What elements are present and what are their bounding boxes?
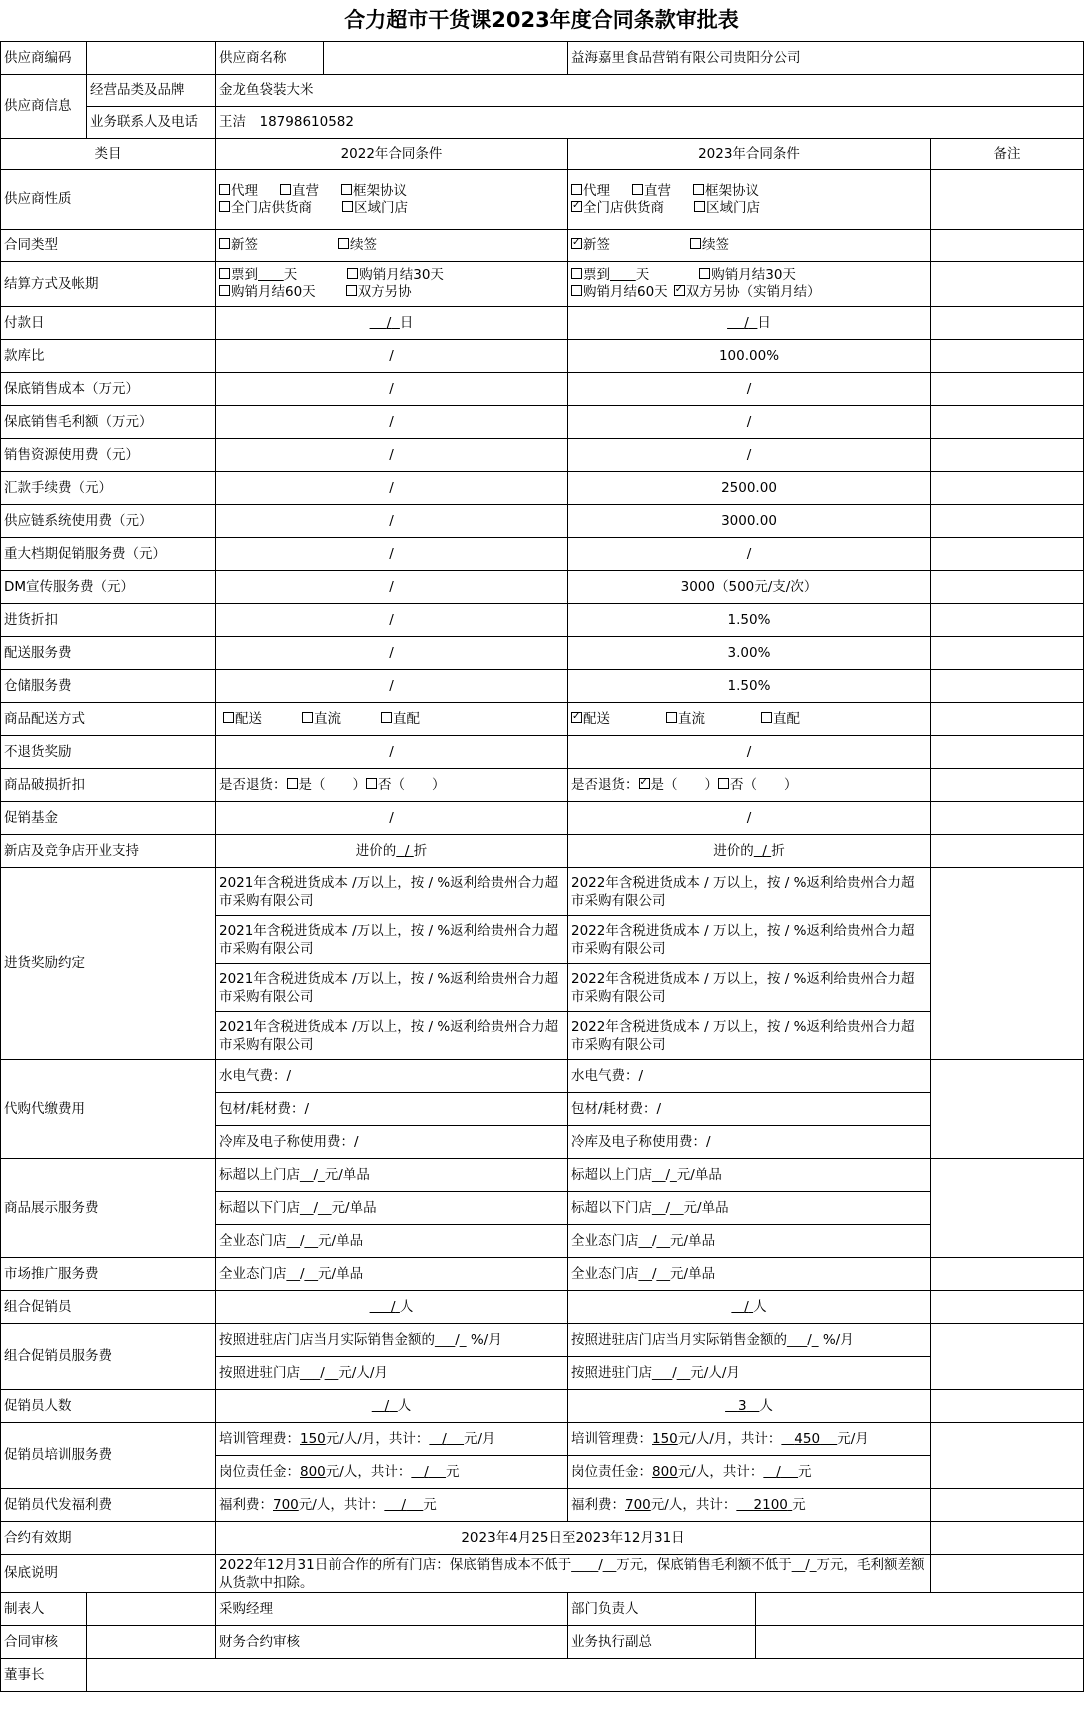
damage-discount-2022: 是否退货： 是（ ） 否（ ） bbox=[216, 769, 568, 802]
row-label-display-fee: 商品展示服务费 bbox=[1, 1159, 216, 1258]
row-label-guarantee-cost: 保底销售成本（万元） bbox=[1, 373, 216, 406]
purchase-discount-2023[interactable]: 1.50% bbox=[568, 604, 931, 637]
contract-type-2023: ✓ 新签 续签 bbox=[568, 230, 931, 262]
remark-cell[interactable] bbox=[931, 670, 1084, 703]
checkbox[interactable] bbox=[338, 238, 349, 249]
row-label-promoter-welfare: 促销员代发福利费 bbox=[1, 1489, 216, 1522]
guarantee-note-value[interactable]: 2022年12月31日前合作的所有门店：保底销售成本不低于____/__万元，保底销售毛利额不低于__/_万元，毛利额差额从货款中扣除。 bbox=[216, 1555, 931, 1593]
remark-cell[interactable] bbox=[931, 262, 1084, 307]
checkbox-checked[interactable] bbox=[571, 712, 582, 723]
preparer-label: 制表人 bbox=[1, 1593, 87, 1626]
row-label-settlement: 结算方式及帐期 bbox=[1, 262, 216, 307]
row-label-new-store: 新店及竞争店开业支持 bbox=[1, 835, 216, 868]
remark-cell[interactable] bbox=[931, 472, 1084, 505]
dept-head-label: 部门负责人 bbox=[568, 1593, 756, 1626]
market-fee-2022[interactable]: 全业态门店__/__元/单品 bbox=[216, 1258, 568, 1291]
remark-cell[interactable] bbox=[931, 1489, 1084, 1522]
remark-cell[interactable] bbox=[931, 170, 1084, 230]
checkbox[interactable] bbox=[346, 285, 357, 296]
checkbox-checked[interactable] bbox=[639, 778, 650, 789]
row-label-scm-fee: 供应链系统使用费（元） bbox=[1, 505, 216, 538]
combo-promoter-fee-2023-per-person[interactable]: 按照进驻门店___/__元/人/月 bbox=[568, 1357, 931, 1390]
combo-promoter-fee-2023-pct[interactable]: 按照进驻店门店当月实际销售金额的___/_ %/月 bbox=[568, 1324, 931, 1357]
remark-cell[interactable] bbox=[931, 340, 1084, 373]
row-label-inventory-ratio: 款库比 bbox=[1, 340, 216, 373]
rebate-2022-line[interactable]: 2021年含税进货成本 /万以上，按 / %返利给贵州合力超市采购有限公司 bbox=[216, 868, 568, 916]
guarantee-cost-2022[interactable]: / bbox=[216, 373, 568, 406]
rebate-2022-line[interactable]: 2021年含税进货成本 /万以上，按 / %返利给贵州合力超市采购有限公司 bbox=[216, 964, 568, 1012]
welfare-2022[interactable]: 福利费：700元/人，共计： / 元 bbox=[216, 1489, 568, 1522]
checkbox[interactable] bbox=[302, 712, 313, 723]
row-label-remit-fee: 汇款手续费（元） bbox=[1, 472, 216, 505]
proxy-fee-2022-utilities[interactable]: 水电气费：/ bbox=[216, 1060, 568, 1093]
rebate-2023-line[interactable]: 2022年含税进货成本 / 万以上，按 / %返利给贵州合力超市采购有限公司 bbox=[568, 1012, 931, 1060]
dept-head-sign[interactable] bbox=[756, 1593, 1084, 1626]
new-store-2023[interactable]: 进价的 / 折 bbox=[568, 835, 931, 868]
scm-fee-2022[interactable]: / bbox=[216, 505, 568, 538]
combo-promoter-2022[interactable]: / 人 bbox=[216, 1291, 568, 1324]
remark-cell[interactable] bbox=[931, 1390, 1084, 1423]
rebate-2023-line[interactable]: 2022年含税进货成本 / 万以上，按 / %返利给贵州合力超市采购有限公司 bbox=[568, 868, 931, 916]
inventory-ratio-2022[interactable]: / bbox=[216, 340, 568, 373]
promoter-count-2022[interactable]: / 人 bbox=[216, 1390, 568, 1423]
contract-review-sign[interactable] bbox=[87, 1626, 216, 1659]
no-return-reward-2022[interactable]: / bbox=[216, 736, 568, 769]
remark-cell[interactable] bbox=[931, 736, 1084, 769]
checkbox[interactable] bbox=[287, 778, 298, 789]
checkbox-checked[interactable] bbox=[674, 285, 685, 296]
row-label-validity: 合约有效期 bbox=[1, 1522, 216, 1555]
checkbox[interactable] bbox=[219, 184, 230, 195]
inventory-ratio-2023[interactable]: 100.00% bbox=[568, 340, 931, 373]
nature-2022: 代理 直营 框架协议 全门店供货商 区域门店 bbox=[216, 170, 568, 230]
delivery-mode-2023: ✓ 配送 直流 直配 bbox=[568, 703, 931, 736]
checkbox[interactable] bbox=[761, 712, 772, 723]
supplier-code-label: 供应商编码 bbox=[1, 42, 87, 75]
promo-fund-2023[interactable]: / bbox=[568, 802, 931, 835]
display-fee-2022-all[interactable]: 全业态门店__/__元/单品 bbox=[216, 1225, 568, 1258]
checkbox[interactable] bbox=[341, 184, 352, 195]
deposit-2022[interactable]: 岗位责任金：800元/人，共计： / 元 bbox=[216, 1456, 568, 1489]
row-label-combo-promoter-fee: 组合促销员服务费 bbox=[1, 1324, 216, 1390]
contact-value[interactable]: 王洁 18798610582 bbox=[216, 107, 1084, 139]
remark-cell[interactable] bbox=[931, 230, 1084, 262]
combo-promoter-fee-2022-per-person[interactable]: 按照进驻门店___/__元/人/月 bbox=[216, 1357, 568, 1390]
guarantee-cost-2023[interactable]: / bbox=[568, 373, 931, 406]
training-fee-2023[interactable]: 培训管理费：150元/人/月，共计： 450 元/月 bbox=[568, 1423, 931, 1456]
checkbox[interactable] bbox=[223, 712, 234, 723]
chairman-label: 董事长 bbox=[1, 1659, 87, 1692]
purchase-manager-label: 采购经理 bbox=[216, 1593, 568, 1626]
deposit-2023[interactable]: 岗位责任金：800元/人，共计： / 元 bbox=[568, 1456, 931, 1489]
col-category: 类目 bbox=[1, 139, 216, 170]
chairman-sign[interactable] bbox=[87, 1659, 1084, 1692]
promo-service-fee-2023[interactable]: / bbox=[568, 538, 931, 571]
storage-fee-2023[interactable]: 1.50% bbox=[568, 670, 931, 703]
checkbox[interactable] bbox=[718, 778, 729, 789]
proxy-fee-2023-packaging[interactable]: 包材/耗材费：/ bbox=[568, 1093, 931, 1126]
col-2023: 2023年合同条件 bbox=[568, 139, 931, 170]
row-label-market-fee: 市场推广服务费 bbox=[1, 1258, 216, 1291]
category-brand-value[interactable]: 金龙鱼袋装大米 bbox=[216, 75, 1084, 107]
delivery-mode-2022: 配送 直流 直配 bbox=[216, 703, 568, 736]
checkbox-checked[interactable] bbox=[571, 201, 582, 212]
training-fee-2022[interactable]: 培训管理费：150元/人/月，共计： / 元/月 bbox=[216, 1423, 568, 1456]
storage-fee-2022[interactable]: / bbox=[216, 670, 568, 703]
checkbox-checked[interactable] bbox=[571, 238, 582, 249]
display-fee-2023-all[interactable]: 全业态门店__/__元/单品 bbox=[568, 1225, 931, 1258]
remark-cell[interactable] bbox=[931, 1324, 1084, 1390]
guarantee-margin-2023[interactable]: / bbox=[568, 406, 931, 439]
pay-day-2022[interactable]: / 日 bbox=[216, 307, 568, 340]
checkbox[interactable] bbox=[571, 285, 582, 296]
row-label-delivery-mode: 商品配送方式 bbox=[1, 703, 216, 736]
checkbox[interactable] bbox=[219, 285, 230, 296]
col-2022: 2022年合同条件 bbox=[216, 139, 568, 170]
supplier-name-cell bbox=[216, 42, 568, 75]
rebate-2023-line[interactable]: 2022年含税进货成本 / 万以上，按 / %返利给贵州合力超市采购有限公司 bbox=[568, 916, 931, 964]
checkbox[interactable] bbox=[571, 268, 582, 279]
checkbox[interactable] bbox=[219, 268, 230, 279]
delivery-fee-2023[interactable]: 3.00% bbox=[568, 637, 931, 670]
biz-vp-label: 业务执行副总 bbox=[568, 1626, 756, 1659]
row-label-nature: 供应商性质 bbox=[1, 170, 216, 230]
supplier-code-value[interactable] bbox=[87, 42, 216, 75]
settlement-2022: 票到 天 购销月结30天 购销月结60天 双方另协 bbox=[216, 262, 568, 307]
nature-2023: 代理 直营 框架协议 ✓全门店供货商 区域门店 bbox=[568, 170, 931, 230]
rebate-2023-line[interactable]: 2022年含税进货成本 / 万以上，按 / %返利给贵州合力超市采购有限公司 bbox=[568, 964, 931, 1012]
checkbox[interactable] bbox=[690, 238, 701, 249]
checkbox[interactable] bbox=[342, 201, 353, 212]
display-fee-2023-below[interactable]: 标超以下门店__/__元/单品 bbox=[568, 1192, 931, 1225]
col-remark: 备注 bbox=[931, 139, 1084, 170]
row-label-resource-fee: 销售资源使用费（元） bbox=[1, 439, 216, 472]
checkbox[interactable] bbox=[366, 778, 377, 789]
checkbox[interactable] bbox=[280, 184, 291, 195]
proxy-fee-2023-cold-storage[interactable]: 冷库及电子称使用费：/ bbox=[568, 1126, 931, 1159]
settlement-2023: 票到 天 购销月结30天 购销月结60天✓ 双方另协（实销月结） bbox=[568, 262, 931, 307]
checkbox[interactable] bbox=[219, 201, 230, 212]
row-label-promo-service-fee: 重大档期促销服务费（元） bbox=[1, 538, 216, 571]
new-store-2022[interactable]: 进价的 / 折 bbox=[216, 835, 568, 868]
damage-discount-2023: 是否退货：✓ 是（ ） 否（ ） bbox=[568, 769, 931, 802]
promo-service-fee-2022[interactable]: / bbox=[216, 538, 568, 571]
row-label-promo-fund: 促销基金 bbox=[1, 802, 216, 835]
remark-cell[interactable] bbox=[931, 637, 1084, 670]
proxy-fee-2023-utilities[interactable]: 水电气费：/ bbox=[568, 1060, 931, 1093]
supplier-name-value[interactable]: 益海嘉里食品营销有限公司贵阳分公司 bbox=[568, 42, 1084, 75]
row-label-contract-type: 合同类型 bbox=[1, 230, 216, 262]
remark-cell[interactable] bbox=[931, 307, 1084, 340]
remark-cell[interactable] bbox=[931, 1258, 1084, 1291]
row-label-promoter-training: 促销员培训服务费 bbox=[1, 1423, 216, 1489]
contract-review-label: 合同审核 bbox=[1, 1626, 87, 1659]
biz-vp-sign[interactable] bbox=[756, 1626, 1084, 1659]
row-label-guarantee-margin: 保底销售毛利额（万元） bbox=[1, 406, 216, 439]
row-label-storage-fee: 仓储服务费 bbox=[1, 670, 216, 703]
checkbox[interactable] bbox=[666, 712, 677, 723]
dm-fee-2023[interactable]: 3000（500元/支/次） bbox=[568, 571, 931, 604]
row-label-guarantee-note: 保底说明 bbox=[1, 1555, 216, 1593]
supplier-info-label: 供应商信息 bbox=[1, 75, 87, 139]
preparer-sign[interactable] bbox=[87, 1593, 216, 1626]
remark-cell[interactable] bbox=[931, 835, 1084, 868]
remark-cell[interactable] bbox=[931, 604, 1084, 637]
display-fee-2022-above[interactable]: 标超以上门店__/_元/单品 bbox=[216, 1159, 568, 1192]
remark-cell[interactable] bbox=[931, 406, 1084, 439]
delivery-fee-2022[interactable]: / bbox=[216, 637, 568, 670]
checkbox[interactable] bbox=[694, 201, 705, 212]
remark-cell[interactable] bbox=[931, 538, 1084, 571]
display-fee-2023-above[interactable]: 标超以上门店__/_元/单品 bbox=[568, 1159, 931, 1192]
contract-type-2022: 新签 续签 bbox=[216, 230, 568, 262]
remark-cell[interactable] bbox=[931, 769, 1084, 802]
remark-cell[interactable] bbox=[931, 505, 1084, 538]
remark-cell[interactable] bbox=[931, 1423, 1084, 1489]
checkbox[interactable] bbox=[381, 712, 392, 723]
row-label-proxy-fee: 代购代缴费用 bbox=[1, 1060, 216, 1159]
proxy-fee-2022-packaging[interactable]: 包材/耗材费：/ bbox=[216, 1093, 568, 1126]
no-return-reward-2023[interactable]: / bbox=[568, 736, 931, 769]
combo-promoter-fee-2022-pct[interactable]: 按照进驻店门店当月实际销售金额的___/_ %/月 bbox=[216, 1324, 568, 1357]
finance-review-label: 财务合约审核 bbox=[216, 1626, 568, 1659]
remark-cell[interactable] bbox=[931, 868, 1084, 1060]
remark-cell[interactable] bbox=[931, 703, 1084, 736]
row-label-delivery-fee: 配送服务费 bbox=[1, 637, 216, 670]
remit-fee-2022[interactable]: / bbox=[216, 472, 568, 505]
remark-cell[interactable] bbox=[931, 1060, 1084, 1159]
purchase-discount-2022[interactable]: / bbox=[216, 604, 568, 637]
resource-fee-2022[interactable]: / bbox=[216, 439, 568, 472]
contact-label: 业务联系人及电话 bbox=[87, 107, 216, 139]
market-fee-2023[interactable]: 全业态门店__/__元/单品 bbox=[568, 1258, 931, 1291]
checkbox[interactable] bbox=[219, 238, 230, 249]
row-label-dm-fee: DM宣传服务费（元） bbox=[1, 571, 216, 604]
remark-cell[interactable] bbox=[931, 373, 1084, 406]
row-label-damage-discount: 商品破损折扣 bbox=[1, 769, 216, 802]
row-label-combo-promoter: 组合促销员 bbox=[1, 1291, 216, 1324]
remark-cell[interactable] bbox=[931, 571, 1084, 604]
rebate-2022-line[interactable]: 2021年含税进货成本 /万以上，按 / %返利给贵州合力超市采购有限公司 bbox=[216, 1012, 568, 1060]
proxy-fee-2022-cold-storage[interactable]: 冷库及电子称使用费：/ bbox=[216, 1126, 568, 1159]
checkbox[interactable] bbox=[693, 184, 704, 195]
row-label-promoter-count: 促销员人数 bbox=[1, 1390, 216, 1423]
remark-cell[interactable] bbox=[931, 1291, 1084, 1324]
row-label-pay-day: 付款日 bbox=[1, 307, 216, 340]
page-title: 合力超市干货课2023年度合同条款审批表 bbox=[0, 0, 1083, 42]
checkbox[interactable] bbox=[632, 184, 643, 195]
promo-fund-2022[interactable]: / bbox=[216, 802, 568, 835]
welfare-2023[interactable]: 福利费：700元/人，共计： 2100 元 bbox=[568, 1489, 931, 1522]
dm-fee-2022[interactable]: / bbox=[216, 571, 568, 604]
promoter-count-2023[interactable]: 3 人 bbox=[568, 1390, 931, 1423]
remark-cell[interactable] bbox=[931, 802, 1084, 835]
scm-fee-2023[interactable]: 3000.00 bbox=[568, 505, 931, 538]
supplier-name-label: 供应商名称 bbox=[216, 42, 324, 74]
checkbox[interactable] bbox=[347, 268, 358, 279]
remark-cell[interactable] bbox=[931, 1159, 1084, 1258]
remark-cell[interactable] bbox=[931, 1555, 1084, 1593]
validity-value[interactable]: 2023年4月25日至2023年12月31日 bbox=[216, 1522, 931, 1555]
remit-fee-2023[interactable]: 2500.00 bbox=[568, 472, 931, 505]
display-fee-2022-below[interactable]: 标超以下门店__/__元/单品 bbox=[216, 1192, 568, 1225]
row-label-no-return-reward: 不退货奖励 bbox=[1, 736, 216, 769]
checkbox[interactable] bbox=[571, 184, 582, 195]
approval-table bbox=[0, 41, 1084, 1692]
pay-day-2023[interactable]: / 日 bbox=[568, 307, 931, 340]
guarantee-margin-2022[interactable]: / bbox=[216, 406, 568, 439]
remark-cell[interactable] bbox=[931, 1522, 1084, 1555]
combo-promoter-2023[interactable]: / 人 bbox=[568, 1291, 931, 1324]
rebate-2022-line[interactable]: 2021年含税进货成本 /万以上，按 / %返利给贵州合力超市采购有限公司 bbox=[216, 916, 568, 964]
remark-cell[interactable] bbox=[931, 439, 1084, 472]
checkbox[interactable] bbox=[699, 268, 710, 279]
resource-fee-2023[interactable]: / bbox=[568, 439, 931, 472]
row-label-rebate: 进货奖励约定 bbox=[1, 868, 216, 1060]
category-brand-label: 经营品类及品牌 bbox=[87, 75, 216, 107]
row-label-purchase-discount: 进货折扣 bbox=[1, 604, 216, 637]
